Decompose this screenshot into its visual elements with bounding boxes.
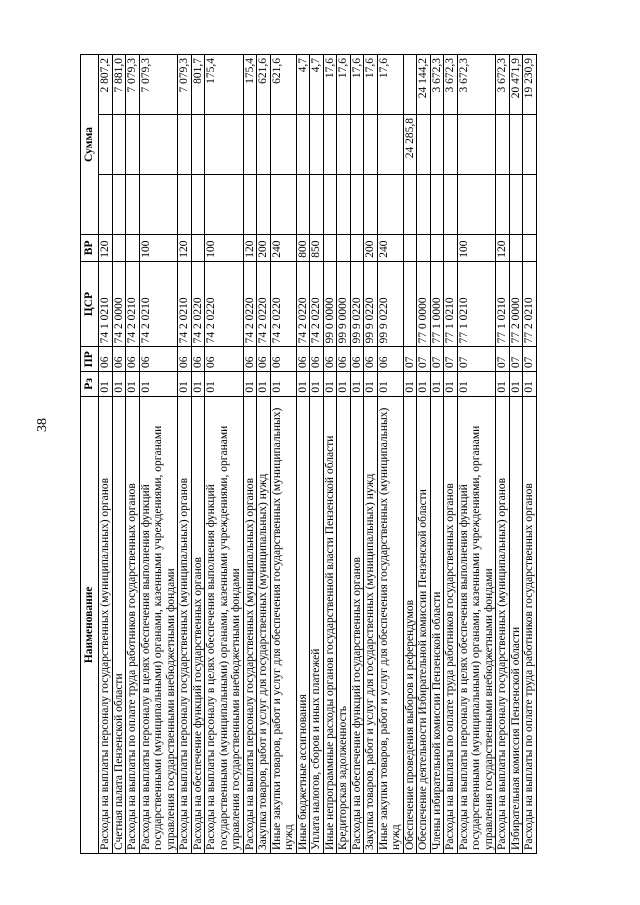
cell-csr: 99 9 0220 [350, 261, 364, 347]
cell-sum-2 [523, 115, 537, 175]
cell-name: Расходы на выплаты по оплате труда работников государственных органов [444, 396, 458, 853]
cell-sum-3: 621,6 [257, 55, 271, 115]
cell-vr: 100 [205, 234, 244, 261]
cell-name: Расходы на выплаты по оплате труда работников государственных органов [523, 396, 537, 853]
cell-csr: 77 1 0210 [444, 261, 458, 347]
cell-rz: 01 [112, 372, 126, 397]
cell-csr: 74 2 0220 [205, 261, 244, 347]
table-row [430, 55, 444, 854]
cell-name: Расходы на выплаты персоналу в целях обеспечения выполнения функций государственными (муниципальными) органами, казенными учреждениями, органами управления государственными внебюджетными фондами [205, 396, 244, 853]
cell-pr: 06 [126, 347, 140, 372]
cell-sum-2 [323, 115, 337, 175]
cell-pr: 06 [323, 347, 337, 372]
cell-vr [417, 234, 431, 261]
cell-sum-1 [296, 175, 310, 235]
cell-sum-1 [364, 175, 378, 235]
cell-csr: 77 1 0210 [457, 261, 496, 347]
cell-sum-1 [323, 175, 337, 235]
cell-rz: 01 [337, 372, 351, 397]
cell-rz: 01 [403, 372, 417, 397]
cell-vr: 100 [457, 234, 496, 261]
cell-csr: 74 2 0220 [191, 261, 205, 347]
cell-vr [523, 234, 537, 261]
cell-pr: 06 [99, 347, 113, 372]
cell-sum-3: 7 881,0 [112, 55, 126, 115]
table-row [509, 55, 523, 854]
cell-sum-1 [205, 175, 244, 235]
cell-name: Избирательная комиссия Пензенской области [509, 396, 523, 853]
cell-vr [350, 234, 364, 261]
cell-name: Расходы на выплаты персоналу в целях обеспечения выполнения функций государственными (муниципальными) органами, казенными учреждениями, органами управления государственными внебюджетными фондами [139, 396, 178, 853]
cell-csr: 99 9 0220 [364, 261, 378, 347]
cell-sum-3: 17,6 [337, 55, 351, 115]
cell-sum-1 [509, 175, 523, 235]
table-row [257, 55, 271, 854]
cell-name: Иные непрограммные расходы органов государственной власти Пензенской области [323, 396, 337, 853]
cell-sum-3 [403, 55, 417, 115]
cell-sum-2 [337, 115, 351, 175]
cell-sum-1 [430, 175, 444, 235]
cell-csr: 74 1 0210 [99, 261, 113, 347]
cell-vr: 120 [243, 234, 257, 261]
cell-csr [403, 261, 417, 347]
cell-csr: 74 2 0210 [178, 261, 192, 347]
cell-sum-2 [310, 115, 324, 175]
cell-name: Обеспечение проведения выборов и референдумов [403, 396, 417, 853]
cell-sum-1 [444, 175, 458, 235]
table-row [377, 55, 403, 854]
cell-name: Закупка товаров, работ и услуг для государственных (муниципальных) нужд [364, 396, 378, 853]
cell-vr [191, 234, 205, 261]
cell-csr: 99 0 0000 [323, 261, 337, 347]
table-row [496, 55, 510, 854]
cell-sum-2 [364, 115, 378, 175]
cell-rz: 01 [178, 372, 192, 397]
cell-vr: 120 [496, 234, 510, 261]
cell-sum-3: 3 672,3 [444, 55, 458, 115]
cell-rz: 01 [296, 372, 310, 397]
table-row [139, 55, 178, 854]
table-header [81, 55, 99, 854]
table-row [178, 55, 192, 854]
cell-pr: 07 [430, 347, 444, 372]
cell-rz: 01 [126, 372, 140, 397]
header-vr: ВР [81, 234, 99, 261]
cell-sum-2 [112, 115, 126, 175]
cell-pr: 06 [377, 347, 403, 372]
table-row [205, 55, 244, 854]
cell-rz: 01 [496, 372, 510, 397]
cell-name: Уплата налогов, сборов и иных платежей [310, 396, 324, 853]
table-row [523, 55, 537, 854]
cell-pr: 07 [403, 347, 417, 372]
cell-pr: 06 [243, 347, 257, 372]
cell-pr: 06 [350, 347, 364, 372]
cell-pr: 06 [205, 347, 244, 372]
cell-rz: 01 [270, 372, 296, 397]
page-number: 38 [35, 418, 50, 432]
cell-sum-2 [99, 115, 113, 175]
table-row [350, 55, 364, 854]
cell-vr [126, 234, 140, 261]
cell-pr: 07 [496, 347, 510, 372]
cell-sum-3: 7 079,3 [126, 55, 140, 115]
table-row [457, 55, 496, 854]
cell-sum-1 [243, 175, 257, 235]
cell-sum-2 [496, 115, 510, 175]
cell-sum-1 [337, 175, 351, 235]
cell-rz: 01 [457, 372, 496, 397]
table-row [296, 55, 310, 854]
cell-sum-2 [417, 115, 431, 175]
cell-sum-1 [350, 175, 364, 235]
cell-rz: 01 [364, 372, 378, 397]
header-sum: Сумма [81, 55, 99, 235]
cell-rz: 01 [444, 372, 458, 397]
cell-sum-1 [270, 175, 296, 235]
cell-pr: 06 [337, 347, 351, 372]
cell-vr: 240 [377, 234, 403, 261]
cell-vr [430, 234, 444, 261]
cell-rz: 01 [430, 372, 444, 397]
cell-name: Расходы на выплаты персоналу государственных (муниципальных) органов [243, 396, 257, 853]
table-row [444, 55, 458, 854]
cell-sum-3: 3 672,3 [430, 55, 444, 115]
cell-csr: 74 2 0220 [257, 261, 271, 347]
cell-sum-2 [178, 115, 192, 175]
cell-sum-1 [523, 175, 537, 235]
cell-vr [112, 234, 126, 261]
cell-sum-3: 19 230,9 [523, 55, 537, 115]
cell-sum-1 [377, 175, 403, 235]
cell-sum-1 [457, 175, 496, 235]
cell-csr: 77 2 0000 [509, 261, 523, 347]
cell-csr: 74 2 0220 [270, 261, 296, 347]
cell-sum-2 [377, 115, 403, 175]
cell-sum-3: 20 471,9 [509, 55, 523, 115]
cell-csr: 74 2 0210 [139, 261, 178, 347]
cell-vr: 800 [296, 234, 310, 261]
cell-sum-2 [205, 115, 244, 175]
cell-csr: 77 0 0000 [417, 261, 431, 347]
table-row [270, 55, 296, 854]
cell-rz: 01 [243, 372, 257, 397]
cell-csr: 99 9 0220 [377, 261, 403, 347]
cell-pr: 06 [257, 347, 271, 372]
cell-csr: 74 2 0220 [296, 261, 310, 347]
cell-vr [509, 234, 523, 261]
cell-vr: 120 [99, 234, 113, 261]
cell-name: Расходы на выплаты персоналу государственных (муниципальных) органов [99, 396, 113, 853]
cell-vr: 240 [270, 234, 296, 261]
cell-vr: 200 [257, 234, 271, 261]
cell-sum-2 [430, 115, 444, 175]
cell-name: Расходы на обеспечение функций государственных органов [191, 396, 205, 853]
cell-pr: 07 [444, 347, 458, 372]
cell-sum-3: 3 672,3 [457, 55, 496, 115]
cell-sum-3: 175,4 [205, 55, 244, 115]
cell-pr: 06 [112, 347, 126, 372]
cell-csr: 77 2 0210 [523, 261, 537, 347]
cell-sum-1 [112, 175, 126, 235]
cell-sum-3: 2 807,2 [99, 55, 113, 115]
cell-sum-2 [191, 115, 205, 175]
cell-csr: 74 2 0210 [126, 261, 140, 347]
table-row [337, 55, 351, 854]
cell-rz: 01 [523, 372, 537, 397]
cell-sum-1 [126, 175, 140, 235]
header-name: Наименование [81, 396, 99, 853]
cell-sum-1 [496, 175, 510, 235]
cell-sum-3: 17,6 [350, 55, 364, 115]
cell-rz: 01 [377, 372, 403, 397]
table-row [310, 55, 324, 854]
table-row [191, 55, 205, 854]
cell-pr: 06 [191, 347, 205, 372]
cell-sum-3: 17,6 [323, 55, 337, 115]
cell-sum-3: 621,6 [270, 55, 296, 115]
cell-rz: 01 [191, 372, 205, 397]
cell-sum-2 [257, 115, 271, 175]
cell-pr: 07 [457, 347, 496, 372]
header-pr: ПР [81, 347, 99, 372]
cell-sum-3: 3 672,3 [496, 55, 510, 115]
cell-name: Обеспечение деятельности Избирательной комиссии Пензенской области [417, 396, 431, 853]
cell-sum-2 [139, 115, 178, 175]
cell-csr: 74 2 0220 [310, 261, 324, 347]
cell-csr: 77 1 0210 [496, 261, 510, 347]
cell-vr [323, 234, 337, 261]
cell-name: Счетная палата Пензенской области [112, 396, 126, 853]
cell-name: Иные закупки товаров, работ и услуг для обеспечения государственных (муниципальных) нужд [377, 396, 403, 853]
cell-sum-1 [99, 175, 113, 235]
cell-pr: 06 [310, 347, 324, 372]
cell-sum-3: 801,7 [191, 55, 205, 115]
cell-sum-3: 4,7 [296, 55, 310, 115]
cell-name: Иные бюджетные ассигнования [296, 396, 310, 853]
cell-vr: 100 [139, 234, 178, 261]
cell-sum-2 [444, 115, 458, 175]
budget-table-container [80, 54, 635, 854]
cell-name: Иные закупки товаров, работ и услуг для обеспечения государственных (муниципальных) нужд [270, 396, 296, 853]
cell-vr: 850 [310, 234, 324, 261]
cell-rz: 01 [310, 372, 324, 397]
cell-sum-1 [178, 175, 192, 235]
cell-csr: 74 2 0220 [243, 261, 257, 347]
header-rz: Рз [81, 372, 99, 397]
cell-vr: 200 [364, 234, 378, 261]
cell-name: Расходы на выплаты персоналу в целях обеспечения выполнения функций государственными (муниципальными) органами, казенными учреждениями, органами управления государственными внебюджетными фондами [457, 396, 496, 853]
cell-sum-1 [403, 175, 417, 235]
cell-rz: 01 [509, 372, 523, 397]
cell-sum-2 [296, 115, 310, 175]
cell-sum-2 [350, 115, 364, 175]
cell-pr: 07 [523, 347, 537, 372]
cell-name: Члены избирательной комиссии Пензенской области [430, 396, 444, 853]
table-row [243, 55, 257, 854]
cell-vr [403, 234, 417, 261]
table-row [112, 55, 126, 854]
cell-sum-1 [139, 175, 178, 235]
table-row [417, 55, 431, 854]
cell-sum-2 [243, 115, 257, 175]
cell-sum-3: 175,4 [243, 55, 257, 115]
table-row [323, 55, 337, 854]
cell-sum-2: 24 285,8 [403, 115, 417, 175]
cell-sum-2 [457, 115, 496, 175]
table-row [126, 55, 140, 854]
cell-rz: 01 [139, 372, 178, 397]
cell-sum-2 [509, 115, 523, 175]
cell-pr: 06 [364, 347, 378, 372]
cell-pr: 06 [270, 347, 296, 372]
cell-sum-3: 17,6 [377, 55, 403, 115]
cell-name: Расходы на выплаты по оплате труда работников государственных органов [126, 396, 140, 853]
cell-name: Расходы на выплаты персоналу государственных (муниципальных) органов [496, 396, 510, 853]
cell-rz: 01 [323, 372, 337, 397]
cell-rz: 01 [350, 372, 364, 397]
cell-sum-2 [270, 115, 296, 175]
header-csr: ЦСР [81, 261, 99, 347]
cell-sum-2 [126, 115, 140, 175]
table-row [364, 55, 378, 854]
cell-rz: 01 [257, 372, 271, 397]
cell-pr: 06 [296, 347, 310, 372]
table-body [99, 55, 537, 854]
cell-csr: 99 9 0000 [337, 261, 351, 347]
cell-name: Расходы на выплаты персоналу государственных (муниципальных) органов [178, 396, 192, 853]
cell-name: Кредиторская задолженность [337, 396, 351, 853]
table-row [99, 55, 113, 854]
cell-name: Закупка товаров, работ и услуг для государственных (муниципальных) нужд [257, 396, 271, 853]
cell-csr: 77 1 0000 [430, 261, 444, 347]
cell-sum-1 [191, 175, 205, 235]
cell-sum-1 [417, 175, 431, 235]
cell-rz: 01 [417, 372, 431, 397]
cell-pr: 06 [139, 347, 178, 372]
cell-vr [337, 234, 351, 261]
cell-rz: 01 [205, 372, 244, 397]
cell-csr: 74 2 0000 [112, 261, 126, 347]
cell-sum-1 [257, 175, 271, 235]
cell-vr: 120 [178, 234, 192, 261]
budget-table [80, 54, 537, 854]
cell-pr: 07 [509, 347, 523, 372]
cell-sum-3: 4,7 [310, 55, 324, 115]
cell-rz: 01 [99, 372, 113, 397]
cell-sum-3: 24 144,2 [417, 55, 431, 115]
cell-sum-3: 7 079,3 [139, 55, 178, 115]
cell-vr [444, 234, 458, 261]
cell-pr: 06 [178, 347, 192, 372]
cell-sum-3: 7 079,3 [178, 55, 192, 115]
cell-sum-1 [310, 175, 324, 235]
cell-pr: 07 [417, 347, 431, 372]
table-row [403, 55, 417, 854]
cell-sum-3: 17,6 [364, 55, 378, 115]
cell-name: Расходы на обеспечение функций государственных органов [350, 396, 364, 853]
